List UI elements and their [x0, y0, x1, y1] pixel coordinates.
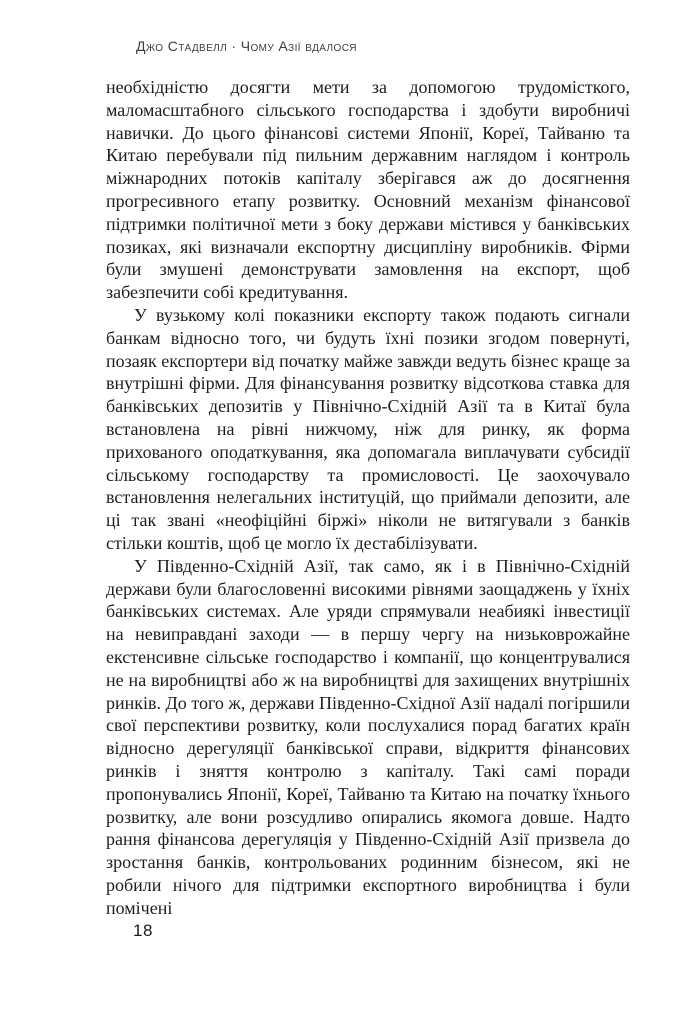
body-text	[106, 76, 630, 919]
paragraph: необхідністю досягти мети за допомогою трудомісткого, маломасштабного сільського господарства і здобути виробничі навички. До цього фінансові системи Японії, Кореї, Тайваню та Китаю перебували під пильним державним наглядом і контроль міжнародних потоків капіталу зберігався аж до досягнення прогресивного етапу розвитку. Основний механізм фінансової підтримки політичної мети з боку держави містився у банківських позиках, які визначали експортну дисципліну виробників. Фірми були змушені демонструвати замовлення на експорт, щоб забезпечити собі кредитування.	[106, 77, 630, 303]
running-header	[136, 38, 357, 54]
paragraph: У вузькому колі показники експорту також подають сигнали банкам відносно того, чи будуть їхні позики згодом повернуті, позаяк експортери від початку майже завжди ведуть бізнес краще за внутрішні фірми. Для фінансування розвитку відсоткова ставка для банківських депозитів у Північно-Східній Азії та в Китаї була встановлена на рівні нижчому, ніж для ринку, як форма прихованого оподаткування, яка допомагала виплачувати субсидії сільському господарству та промисловості. Це заохочувало встановлення нелегальних інституцій, що приймали депозити, але ці так звані «неофіційні біржі» ніколи не витягували з банків стільки коштів, щоб це могло їх дестабілізувати.	[106, 304, 630, 553]
page-number: 18	[133, 921, 153, 940]
page-footer	[133, 921, 153, 941]
paragraph: У Південно-Східній Азії, так само, як і в Північно-Східній держави були благословенні високими рівнями заощаджень у їхніх банківських системах. Але уряди спрямували неабиякі інвестиції на невиправдані заходи — в першу чергу на низьковрожайне екстенсивне сільське господарство і компанії, що концентрувалися не на виробництві або ж на виробництві для захищених внутрішніх ринків. До того ж, держави Південно-Східної Азії надалі погіршили свої перспективи розвитку, коли послухалися порад багатих країн відносно дерегуляції банківської справи, відкриття фінансових ринків і зняття контролю з капіталу. Такі самі поради пропонувались Японії, Кореї, Тайваню та Китаю на початку їхнього розвитку, але вони розсудливо опирались якомога довше. Надто рання фінансова дерегуляція у Південно-Східній Азії призвела до зростання банків, контрольованих родинним бізнесом, які не робили нічого для підтримки експортного виробництва і були помічені	[106, 555, 630, 918]
running-header-title: Джо Стадвелл · Чому Азії вдалося	[136, 38, 357, 54]
